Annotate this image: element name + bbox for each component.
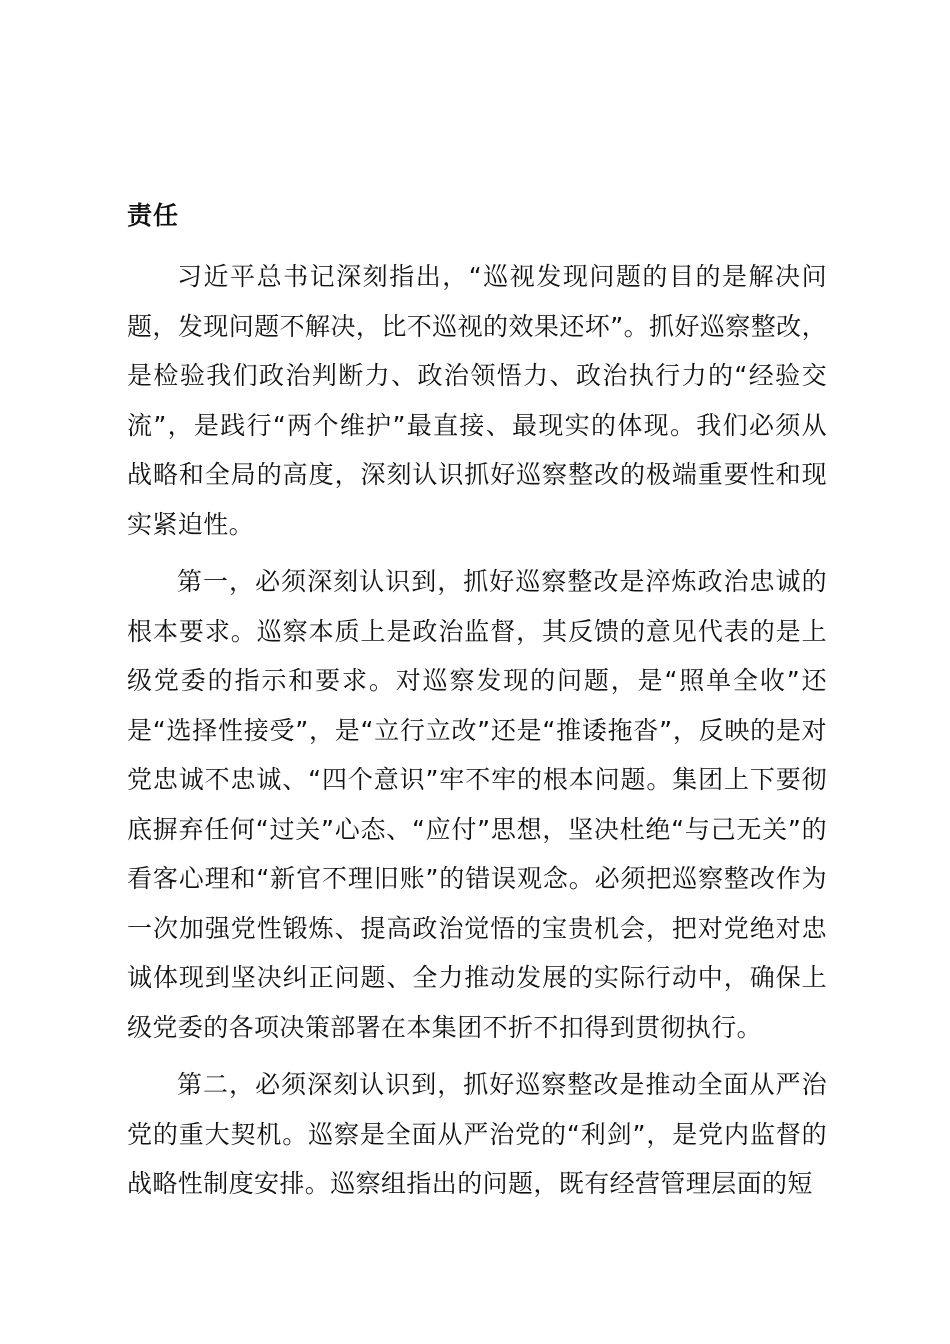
paragraph-2: 第一，必须深刻认识到，抓好巡察整改是淬炼政治忠诚的根本要求。巡察本质上是政治监督，其反馈的意见代表的是上级党委的指示和要求。对巡察发现的问题，是“照单全收”还是“选择性接受”，是“立行立改”还是“推诿拖沓”，反映的是对党忠诚不忠诚、“四个意识”牢不牢的根本问题。集团上下要彻底摒弃任何“过关”心态、“应付”思想，坚决杜绝“与己无关”的看客心理和“新官不理旧账”的错误观念。必须把巡察整改作为一次加强党性锻炼、提高政治觉悟的宝贵机会，把对党绝对忠诚体现到坚决纠正问题、全力推动发展的实际行动中，确保上级党委的各项决策部署在本集团不折不扣得到贯彻执行。 xyxy=(127,567,827,1042)
paragraph-3: 第二，必须深刻认识到，抓好巡察整改是推动全面从严治党的重大契机。巡察是全面从严治党的“利剑”，是党内监督的战略性制度安排。巡察组指出的问题，既有经营管理层面的短 xyxy=(127,1070,827,1198)
paragraph-1: 习近平总书记深刻指出，“巡视发现问题的目的是解决问题，发现问题不解决，比不巡视的效果还坏”。抓好巡察整改，是检验我们政治判断力、政治领悟力、政治执行力的“经验交流”，是践行“两个维护”最直接、最现实的体现。我们必须从战略和全局的高度，深刻认识抓好巡察整改的极端重要性和现实紧迫性。 xyxy=(127,262,827,539)
document-body xyxy=(127,192,827,1209)
section-heading: 责任 xyxy=(127,201,180,230)
